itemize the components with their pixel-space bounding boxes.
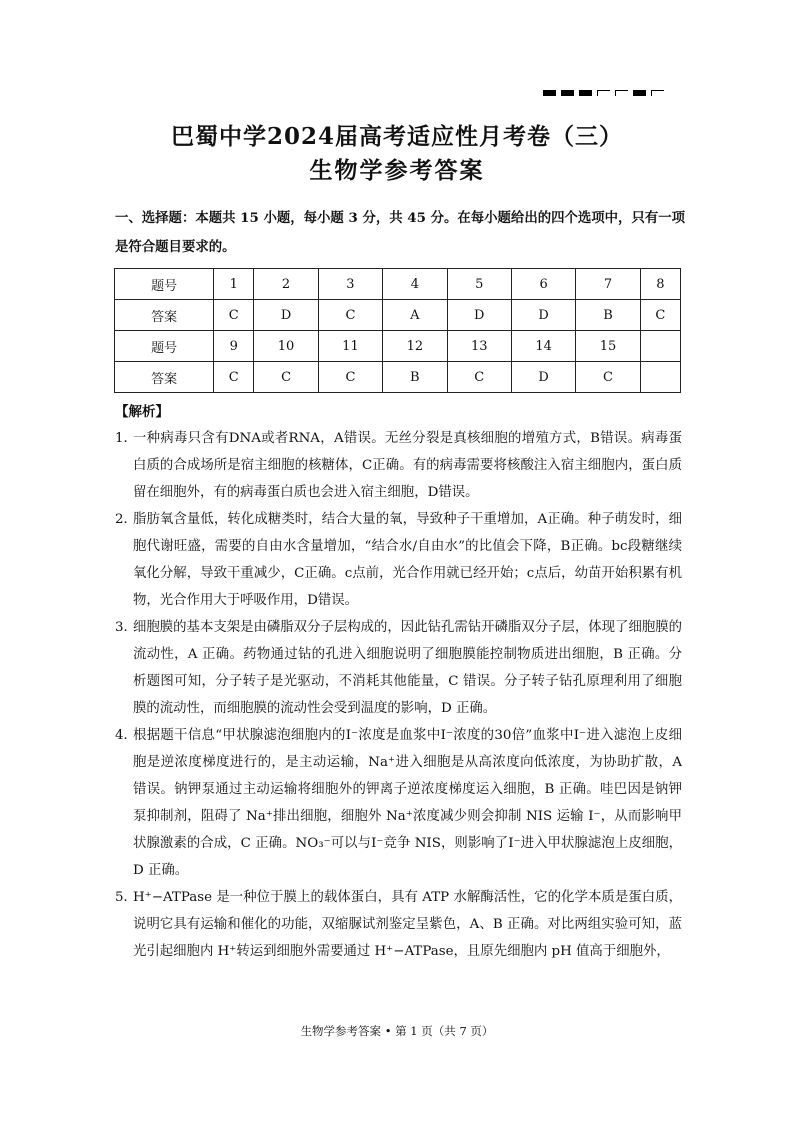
- table-row-header: 题号: [115, 331, 214, 362]
- analysis-heading: 【解析】: [115, 404, 169, 420]
- table-cell: C: [318, 300, 382, 331]
- table-cell: 13: [447, 331, 511, 362]
- table-cell: 15: [576, 331, 640, 362]
- item-number: 2．: [115, 512, 137, 527]
- table-cell: 7: [576, 269, 640, 300]
- table-cell: 9: [214, 331, 254, 362]
- table-cell: C: [576, 362, 640, 393]
- table-cell: 2: [254, 269, 318, 300]
- table-cell: D: [254, 300, 318, 331]
- analysis-item: [115, 884, 682, 965]
- table-cell: 8: [640, 269, 680, 300]
- analysis-item: [115, 506, 682, 614]
- table-cell: D: [447, 300, 511, 331]
- page-title: 巴蜀中学2024届高考适应性月考卷（三）: [170, 123, 623, 150]
- item-text: 细胞膜的基本支架是由磷脂双分子层构成的，因此钻孔需钻开磷脂双分子层，体现了细胞膜的流动性，A 正确。药物通过钻的孔进入细胞说明了细胞膜能控制物质进出细胞，B 正确。分析题图可知，分子转子是光驱动，不消耗其他能量，C 错误。分子转子钻孔原理利用了细胞膜的流动性，而细胞膜的流动性会受到温度的影响，D 正确。: [133, 620, 683, 716]
- table-cell: C: [214, 300, 254, 331]
- item-text: 根据题干信息“甲状腺滤泡细胞内的I⁻浓度是血浆中I⁻浓度的30倍”血浆中I⁻进入滤泡上皮细胞是逆浓度梯度进行的，是主动运输，Na⁺进入细胞是从高浓度向低浓度，为协助扩散，A 错误。钠钾泵通过主动运输将细胞外的钾离子逆浓度梯度运入细胞，B 正确。哇巴因是钠钾泵抑制剂，阻碍了 Na⁺排出细胞，细胞外 Na⁺浓度减少则会抑制 NIS 运输 I⁻，从而影响甲状腺激素的合成，C 正确。NO₃⁻可以与I⁻竞争 NIS，则影响了I⁻进入甲状腺滤泡上皮细胞，D 正确。: [133, 728, 682, 878]
- table-row-header: 答案: [115, 300, 214, 331]
- item-text: 一种病毒只含有DNA或者RNA，A错误。无丝分裂是真核细胞的增殖方式，B错误。病毒蛋白质的合成场所是宿主细胞的核糖体，C正确。有的病毒需要将核酸注入宿主细胞内，蛋白质留在细胞外，有的病毒蛋白质也会进入宿主细胞，D错误。: [133, 431, 682, 500]
- table-cell: 3: [318, 269, 382, 300]
- table-cell: 6: [511, 269, 575, 300]
- table-cell: [640, 362, 680, 393]
- item-number: 5．: [115, 890, 137, 905]
- table-cell: 12: [383, 331, 447, 362]
- item-text: 脂肪氧含量低，转化成糖类时，结合大量的氧，导致种子干重增加，A正确。种子萌发时，细胞代谢旺盛，需要的自由水含量增加，“结合水/自由水”的比值会下降，B正确。bc段糖继续氧化分解，导致干重减少，C正确。c点前，光合作用就已经开始；c点后，幼苗开始积累有机物，光合作用大于呼吸作用，D错误。: [133, 512, 682, 608]
- page-footer: 生物学参考答案 • 第 1 页（共 7 页）: [300, 1024, 494, 1038]
- header-mark: [543, 90, 556, 96]
- table-cell: C: [640, 300, 680, 331]
- table-cell: 4: [383, 269, 447, 300]
- table-cell: C: [214, 362, 254, 393]
- table-cell: D: [511, 362, 575, 393]
- table-row: [115, 269, 681, 300]
- item-number: 4．: [115, 728, 137, 743]
- page-subtitle: 生物学参考答案: [309, 157, 485, 184]
- table-cell: 14: [511, 331, 575, 362]
- item-number: 3．: [115, 620, 137, 635]
- header-mark: [651, 90, 664, 96]
- item-number: 1．: [115, 431, 137, 446]
- table-cell: C: [447, 362, 511, 393]
- table-cell: 5: [447, 269, 511, 300]
- header-mark: [615, 90, 628, 96]
- header-marks: [543, 90, 664, 96]
- analysis-item: [115, 614, 682, 722]
- table-row: [115, 331, 681, 362]
- analysis-item: [115, 425, 682, 506]
- header-mark: [633, 90, 646, 96]
- table-row: [115, 300, 681, 331]
- header-mark: [579, 90, 592, 96]
- table-cell: D: [511, 300, 575, 331]
- table-cell: [640, 331, 680, 362]
- table-cell: 10: [254, 331, 318, 362]
- table-row: [115, 362, 681, 393]
- table-cell: B: [383, 362, 447, 393]
- header-mark: [561, 90, 574, 96]
- table-row-header: 答案: [115, 362, 214, 393]
- item-text: H⁺−ATPase 是一种位于膜上的载体蛋白，具有 ATP 水解酶活性，它的化学本质是蛋白质，说明它具有运输和催化的功能，双缩脲试剂鉴定呈紫色，A、B 正确。对比两组实验可知，蓝光引起细胞内 H⁺转运到细胞外需要通过 H⁺−ATPase，且原先细胞内 pH 值高于细胞外，: [133, 890, 682, 959]
- analysis-item: [115, 722, 682, 884]
- table-cell: 11: [318, 331, 382, 362]
- answer-table: [114, 268, 681, 393]
- header-mark: [597, 90, 610, 96]
- section-instructions: 一、选择题：本题共 15 小题，每小题 3 分，共 45 分。在每小题给出的四个选项中，只有一项是符合题目要求的。: [115, 210, 686, 255]
- table-cell: 1: [214, 269, 254, 300]
- table-cell: C: [254, 362, 318, 393]
- table-row-header: 题号: [115, 269, 214, 300]
- analysis-list: [115, 425, 682, 965]
- table-cell: C: [318, 362, 382, 393]
- table-cell: B: [576, 300, 640, 331]
- table-cell: A: [383, 300, 447, 331]
